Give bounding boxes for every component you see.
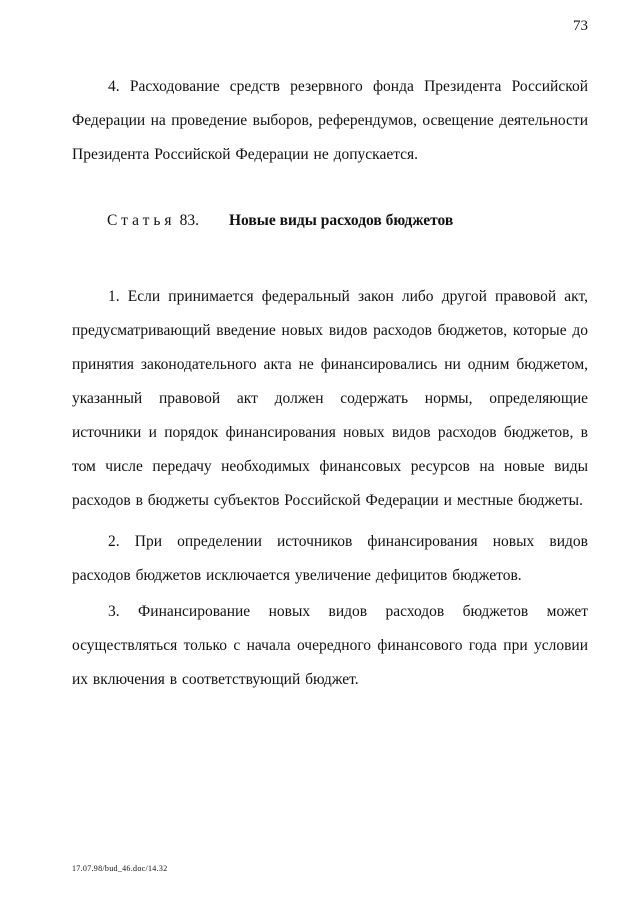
- article-paragraph-2: [72, 525, 588, 593]
- footer-file-stamp: 17.07.98/bud_46.doc/14.32: [72, 864, 168, 873]
- page-number: 73: [573, 18, 588, 34]
- article-paragraph-3-text: 3. Финансирование новых видов расходов бюджетов может осуществляться только с начала очередного финансового года при условии их включения в соответствующий бюджет.: [72, 603, 588, 688]
- article-heading: [107, 212, 453, 230]
- paragraph-4-text: 4. Расходование средств резервного фонда Президента Российской Федерации на проведение выборов, референдумов, освещение деятельности Президента Российской Федерации не допускается.: [72, 78, 588, 163]
- article-number: 83.: [179, 212, 199, 229]
- article-label: Статья: [107, 212, 176, 229]
- article-paragraph-3: [72, 595, 588, 697]
- article-paragraph-2-text: 2. При определении источников финансирования новых видов расходов бюджетов исключается увеличение дефицитов бюджетов.: [72, 533, 588, 584]
- article-paragraph-1-text: 1. Если принимается федеральный закон либо другой правовой акт, предусматривающий введение новых видов расходов бюджетов, которые до принятия законодательного акта не финансировались ни одним бюджетом, указанный правовой акт должен содержать нормы, определяющие источники и порядок финансирования новых видов расходов бюджетов, в том числе передачу необходимых финансовых ресурсов на новые виды расходов в бюджеты субъектов Российской Федерации и местные бюджеты.: [72, 288, 588, 509]
- article-title: Новые виды расходов бюджетов: [228, 212, 454, 229]
- paragraph-4: [72, 70, 588, 172]
- article-paragraph-1: [72, 280, 588, 518]
